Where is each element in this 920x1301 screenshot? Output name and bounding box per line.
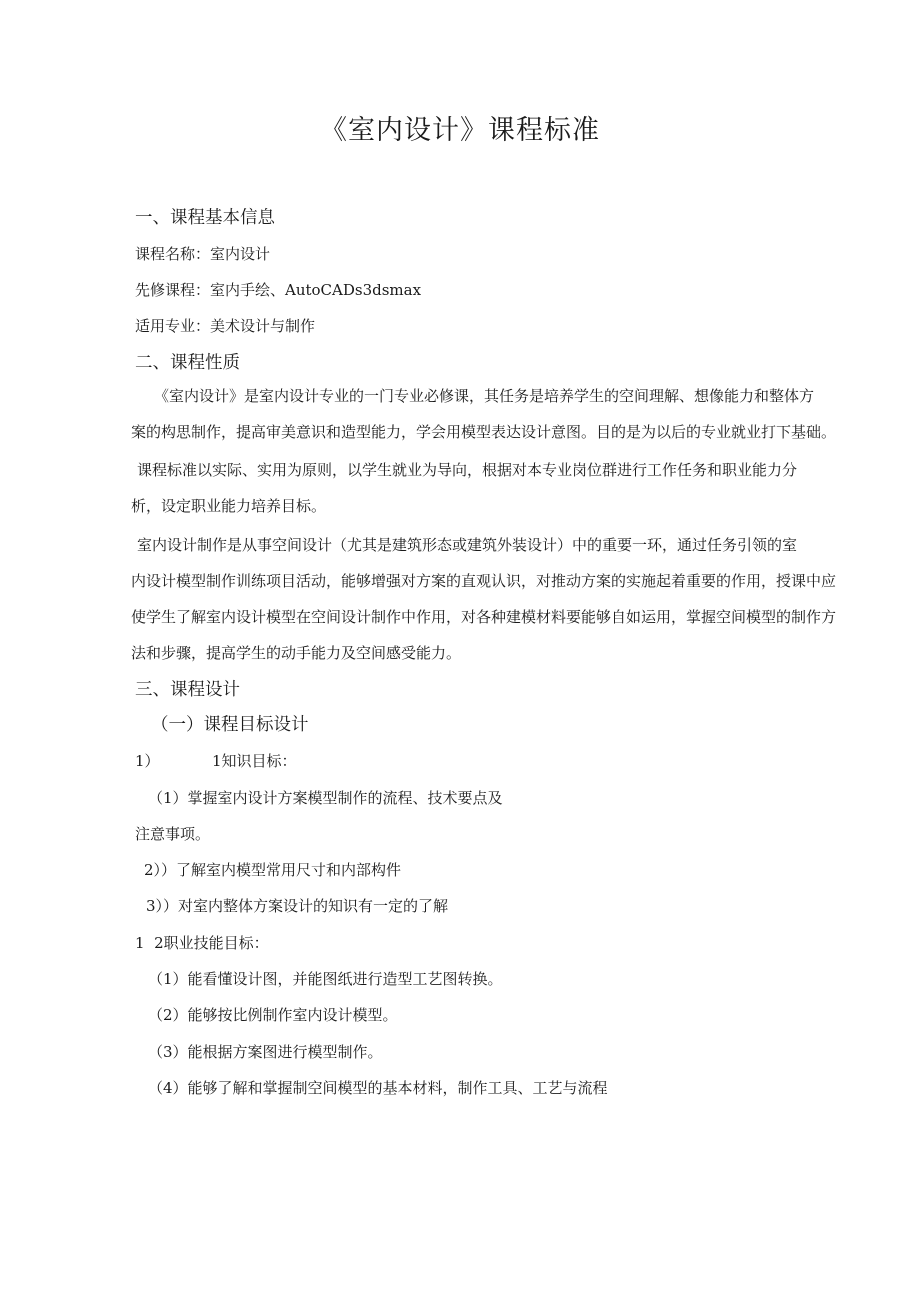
skill-item-1: （1）能看懂设计图，并能图纸进行造型工艺图转换。 xyxy=(148,970,503,988)
paragraph-line: 析，设定职业能力培养目标。 xyxy=(131,497,327,515)
course-major: 适用专业：美术设计与制作 xyxy=(135,317,316,335)
paragraph-line: 内设计模型制作训练项目活动，能够增强对方案的直观认识，对推动方案的实施起着重要的作用，授课中应 xyxy=(131,572,837,590)
page-title: 《室内设计》课程标准 xyxy=(320,115,600,146)
paragraph-line: 案的构思制作，提高审美意识和造型能力，学会用模型表达设计意图。目的是为以后的专业就业打下基础。 xyxy=(131,423,837,441)
knowledge-number: 1） xyxy=(135,752,160,770)
section1-heading: 一、课程基本信息 xyxy=(135,208,275,228)
section3-heading: 三、课程设计 xyxy=(135,680,240,700)
nature-paragraph-2 xyxy=(131,452,831,524)
nature-paragraph-1 xyxy=(131,378,837,450)
knowledge-label: 1知识目标： xyxy=(212,752,297,770)
paragraph-line: 法和步骤，提高学生的动手能力及空间感受能力。 xyxy=(131,644,462,662)
nature-paragraph-3 xyxy=(131,527,837,671)
paragraph-line: 课程标准以实际、实用为原则，以学生就业为导向，根据对本专业岗位群进行工作任务和职业能力分 xyxy=(137,461,798,479)
paragraph-line: 室内设计制作是从事空间设计（尤其是建筑形态或建筑外装设计）中的重要一环，通过任务引领的室 xyxy=(137,536,798,554)
knowledge-item-2: 2））了解室内模型常用尺寸和内部构件 xyxy=(144,861,402,879)
knowledge-item-1: （1）掌握室内设计方案模型制作的流程、技术要点及 xyxy=(148,789,503,807)
skill-item-3: （3）能根据方案图进行模型制作。 xyxy=(148,1043,383,1061)
knowledge-item-3: 3））对室内整体方案设计的知识有一定的了解 xyxy=(146,897,449,915)
section2-heading: 二、课程性质 xyxy=(135,353,240,373)
skill-item-4: （4）能够了解和掌握制空间模型的基本材料，制作工具、工艺与流程 xyxy=(148,1079,608,1097)
paragraph-line: 使学生了解室内设计模型在空间设计制作中作用，对各种建模材料要能够自如运用，掌握空间模型的制作方 xyxy=(131,608,837,626)
paragraph-line: 《室内设计》是室内设计专业的一门专业必修课，其任务是培养学生的空间理解、想像能力和整体方 xyxy=(154,387,815,405)
subsection-heading: （一）课程目标设计 xyxy=(151,715,309,735)
course-prereq: 先修课程：室内手绘、AutoCADs3dsmax xyxy=(135,281,422,299)
skill-label: 1 2职业技能目标： xyxy=(135,934,269,952)
course-name: 课程名称：室内设计 xyxy=(135,245,271,263)
skill-item-2: （2）能够按比例制作室内设计模型。 xyxy=(148,1006,398,1024)
knowledge-item-1-cont: 注意事项。 xyxy=(135,825,211,843)
